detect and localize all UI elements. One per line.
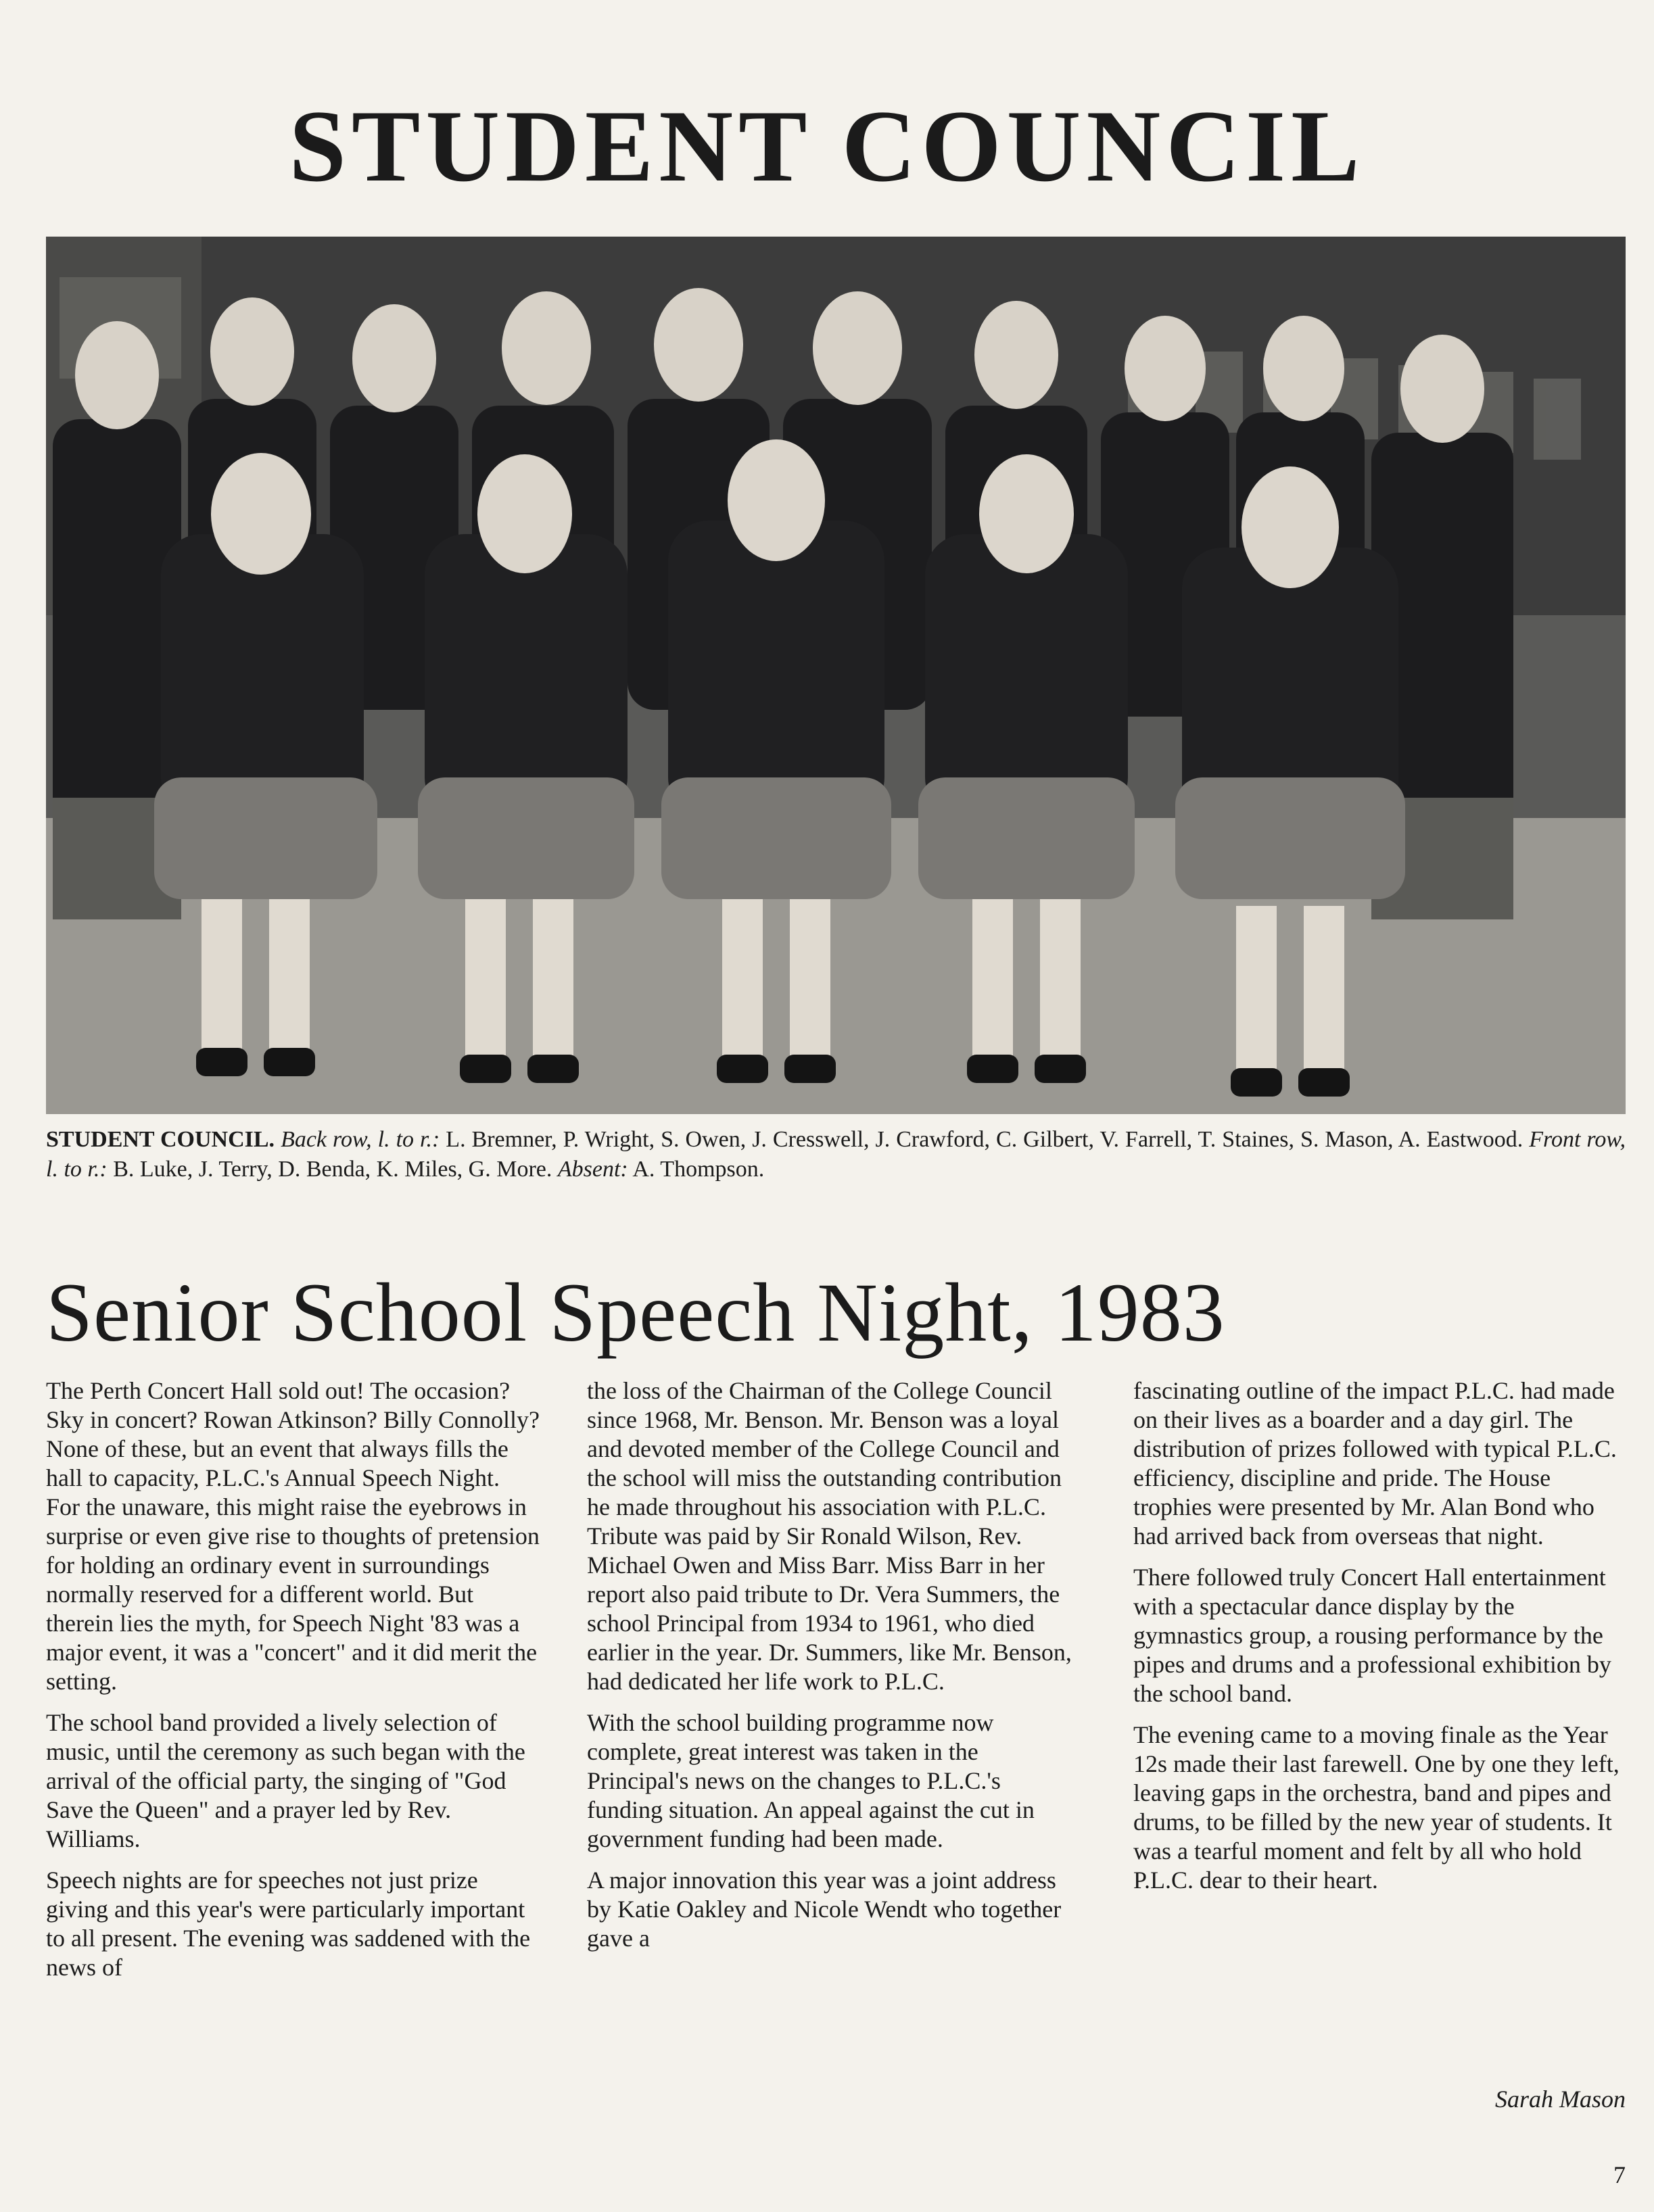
article-paragraph: There followed truly Concert Hall entertainment with a spectacular dance display by the gymnastics group, a rousing performance by the pipes and drums and a professional exhibition by the school band. — [1133, 1564, 1611, 1707]
caption-absent-label: Absent: — [557, 1157, 628, 1182]
article-heading: Senior School Speech Night, 1983 — [46, 1266, 1225, 1359]
article-author: Sarah Mason — [1494, 2086, 1626, 2113]
article-column-2 — [587, 1376, 1081, 1965]
article-paragraph: Speech nights are for speeches not just prize giving and this year's were particularly important to all present. The evening was saddened with the news of — [46, 1867, 531, 1981]
article-paragraph: fascinating outline of the impact P.L.C. had made on their lives as a boarder and a day girl. The distribution of prizes followed with typical P.L.C. efficiency, discipline and pride. The House trophies were presented by Mr. Alan Bond who had arrived back from overseas that night. — [1133, 1377, 1617, 1549]
article-column-1 — [46, 1376, 540, 1994]
caption-lead: STUDENT COUNCIL. — [46, 1127, 275, 1152]
article-paragraph: The Perth Concert Hall sold out! The occasion? Sky in concert? Rowan Atkinson? Billy Connolly? None of these, but an event that always fills the hall to capacity, P.L.C.'s Annual Speech Night. For the unaware, this might raise the eyebrows in surprise or even give rise to thoughts of pretension for holding an ordinary event in surroundings normally reserved for a different world. But therein lies the myth, for Speech Night '83 was a major event, it was a "concert" and it did merit the setting. — [46, 1377, 540, 1695]
caption-front-row-names: B. Luke, J. Terry, D. Benda, K. Miles, G. More. — [113, 1157, 552, 1182]
caption-front-row-label: Front row, l. to r.: — [46, 1127, 1626, 1182]
page-number: 7 — [1613, 2161, 1626, 2188]
article-paragraph: the loss of the Chairman of the College Council since 1968, Mr. Benson. Mr. Benson was a loyal and devoted member of the College Council and the school will miss the outstanding contribution he made throughout his association with P.L.C. Tribute was paid by Sir Ronald Wilson, Rev. Michael Owen and Miss Barr. Miss Barr in her report also paid tribute to Dr. Vera Summers, the school Principal from 1934 to 1961, who died earlier in the year. Dr. Summers, like Mr. Benson, had dedicated her life work to P.L.C. — [587, 1377, 1072, 1695]
caption-absent-names: A. Thompson. — [632, 1157, 765, 1182]
article-paragraph: With the school building programme now complete, great interest was taken in the Principal's news on the changes to P.L.C.'s funding situation. An appeal against the cut in government funding had been made. — [587, 1709, 1035, 1852]
caption-back-row-label: Back row, l. to r.: — [281, 1127, 440, 1152]
article-paragraph: The evening came to a moving finale as the Year 12s made their last farewell. One by one they left, leaving gaps in the orchestra, band and pipes and drums, to be filled by the new year of students. It was a tearful moment and felt by all who hold P.L.C. dear to their heart. — [1133, 1721, 1620, 1894]
article-paragraph: The school band provided a lively selection of music, until the ceremony as such began with the arrival of the official party, the singing of "God Save the Queen" and a prayer led by Rev. Williams. — [46, 1709, 525, 1852]
group-photo-illustration — [46, 237, 1626, 1114]
photo-caption — [46, 1125, 1626, 1184]
article-paragraph: A major innovation this year was a joint address by Katie Oakley and Nicole Wendt who together gave a — [587, 1867, 1062, 1952]
group-photo — [46, 237, 1626, 1114]
caption-back-row-names: L. Bremner, P. Wright, S. Owen, J. Cresswell, J. Crawford, C. Gilbert, V. Farrell, T. Staines, S. Mason, A. Eastwood. — [446, 1127, 1523, 1152]
page-title: STUDENT COUNCIL — [289, 89, 1365, 203]
article-column-3 — [1133, 1376, 1627, 1907]
